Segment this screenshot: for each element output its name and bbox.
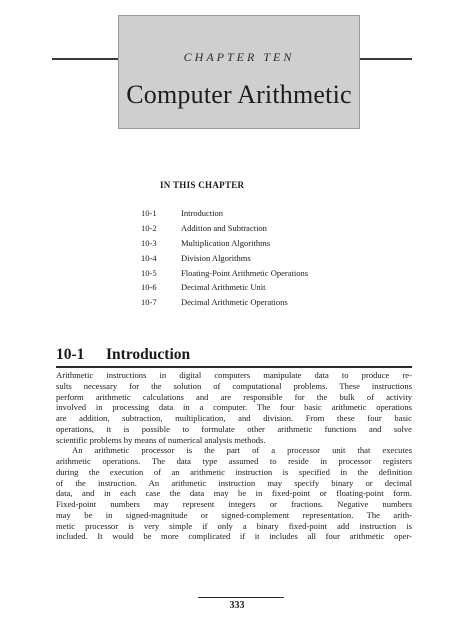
right-decorative-rule <box>358 58 412 60</box>
body-line: may be in signed-magnitude or signed-complement representation. The arith- <box>56 509 412 520</box>
body-line: involved in processing data in a computer. The four basic arithmetic operations <box>56 402 412 413</box>
section-heading <box>56 346 190 364</box>
section-title: Introduction <box>106 346 191 363</box>
toc-item-number: 10-5 <box>141 267 157 278</box>
toc-item-number: 10-2 <box>141 223 157 234</box>
body-line: Fixed-point numbers may represent integers or fractions. Negative numbers <box>56 499 412 509</box>
chapter-title-box <box>118 15 360 129</box>
toc-item-title: Multiplication Algorithms <box>181 237 271 248</box>
footer-rule <box>198 597 284 598</box>
section-number: 10-1 <box>56 346 85 363</box>
body-line: data, and in each case the data may be in fixed-point or floating-point form. <box>56 488 412 499</box>
toc-item <box>141 250 308 265</box>
toc-item-title: Decimal Arithmetic Operations <box>181 297 288 308</box>
toc-item-title: Introduction <box>181 208 224 219</box>
toc-item-title: Decimal Arithmetic Unit <box>181 282 266 293</box>
body-line: of the instruction. An arithmetic instruction may specify binary or decimal <box>56 477 412 488</box>
body-text <box>56 370 412 542</box>
chapter-contents-list <box>141 206 308 310</box>
section-rule <box>56 366 412 368</box>
body-line: perform arithmetic calculations and are responsible for the bulk of activity <box>56 391 412 402</box>
body-line: Arithmetic instructions in digital computers manipulate data to produce re- <box>56 370 412 380</box>
toc-item-title: Division Algorithms <box>181 252 251 263</box>
body-line: An arithmetic processor is the part of a processor unit that executes <box>72 445 412 456</box>
body-line: scientific problems by means of numerical analysis methods. <box>56 434 266 445</box>
toc-item-number: 10-7 <box>141 297 157 308</box>
toc-item <box>141 280 308 295</box>
toc-item-title: Floating-Point Arithmetic Operations <box>181 267 309 278</box>
body-line: during the execution of an arithmetic instruction is specified in the definition <box>56 466 412 477</box>
body-line: arithmetic operations. The data type assumed to reside in processor registers <box>56 456 412 466</box>
toc-item-number: 10-3 <box>141 237 157 248</box>
page-number: 333 <box>229 600 245 611</box>
left-decorative-rule <box>52 58 118 60</box>
toc-item-number: 10-4 <box>141 252 157 263</box>
chapter-title: Computer Arithmetic <box>126 80 352 109</box>
body-line: operations, it is possible to formulate other arithmetic functions and solve <box>56 423 412 434</box>
toc-heading: IN THIS CHAPTER <box>160 180 245 190</box>
toc-item <box>141 265 308 280</box>
toc-item <box>141 206 308 221</box>
chapter-label: CHAPTER TEN <box>183 50 295 64</box>
toc-item-title: Addition and Subtraction <box>181 223 267 234</box>
toc-item <box>141 236 308 251</box>
toc-item-number: 10-1 <box>141 208 157 219</box>
body-line: included. It would be more complicated if it includes all four arithmetic oper- <box>56 531 412 542</box>
toc-item <box>141 221 308 236</box>
toc-item-number: 10-6 <box>141 282 157 293</box>
body-line: metic processor is very simple if only a binary fixed-point add instruction is <box>56 520 412 531</box>
toc-item <box>141 295 308 310</box>
body-line: are addition, subtraction, multiplication, and division. From these four basic <box>56 413 412 423</box>
body-line: sults necessary for the solution of computational problems. These instructions <box>56 380 412 391</box>
